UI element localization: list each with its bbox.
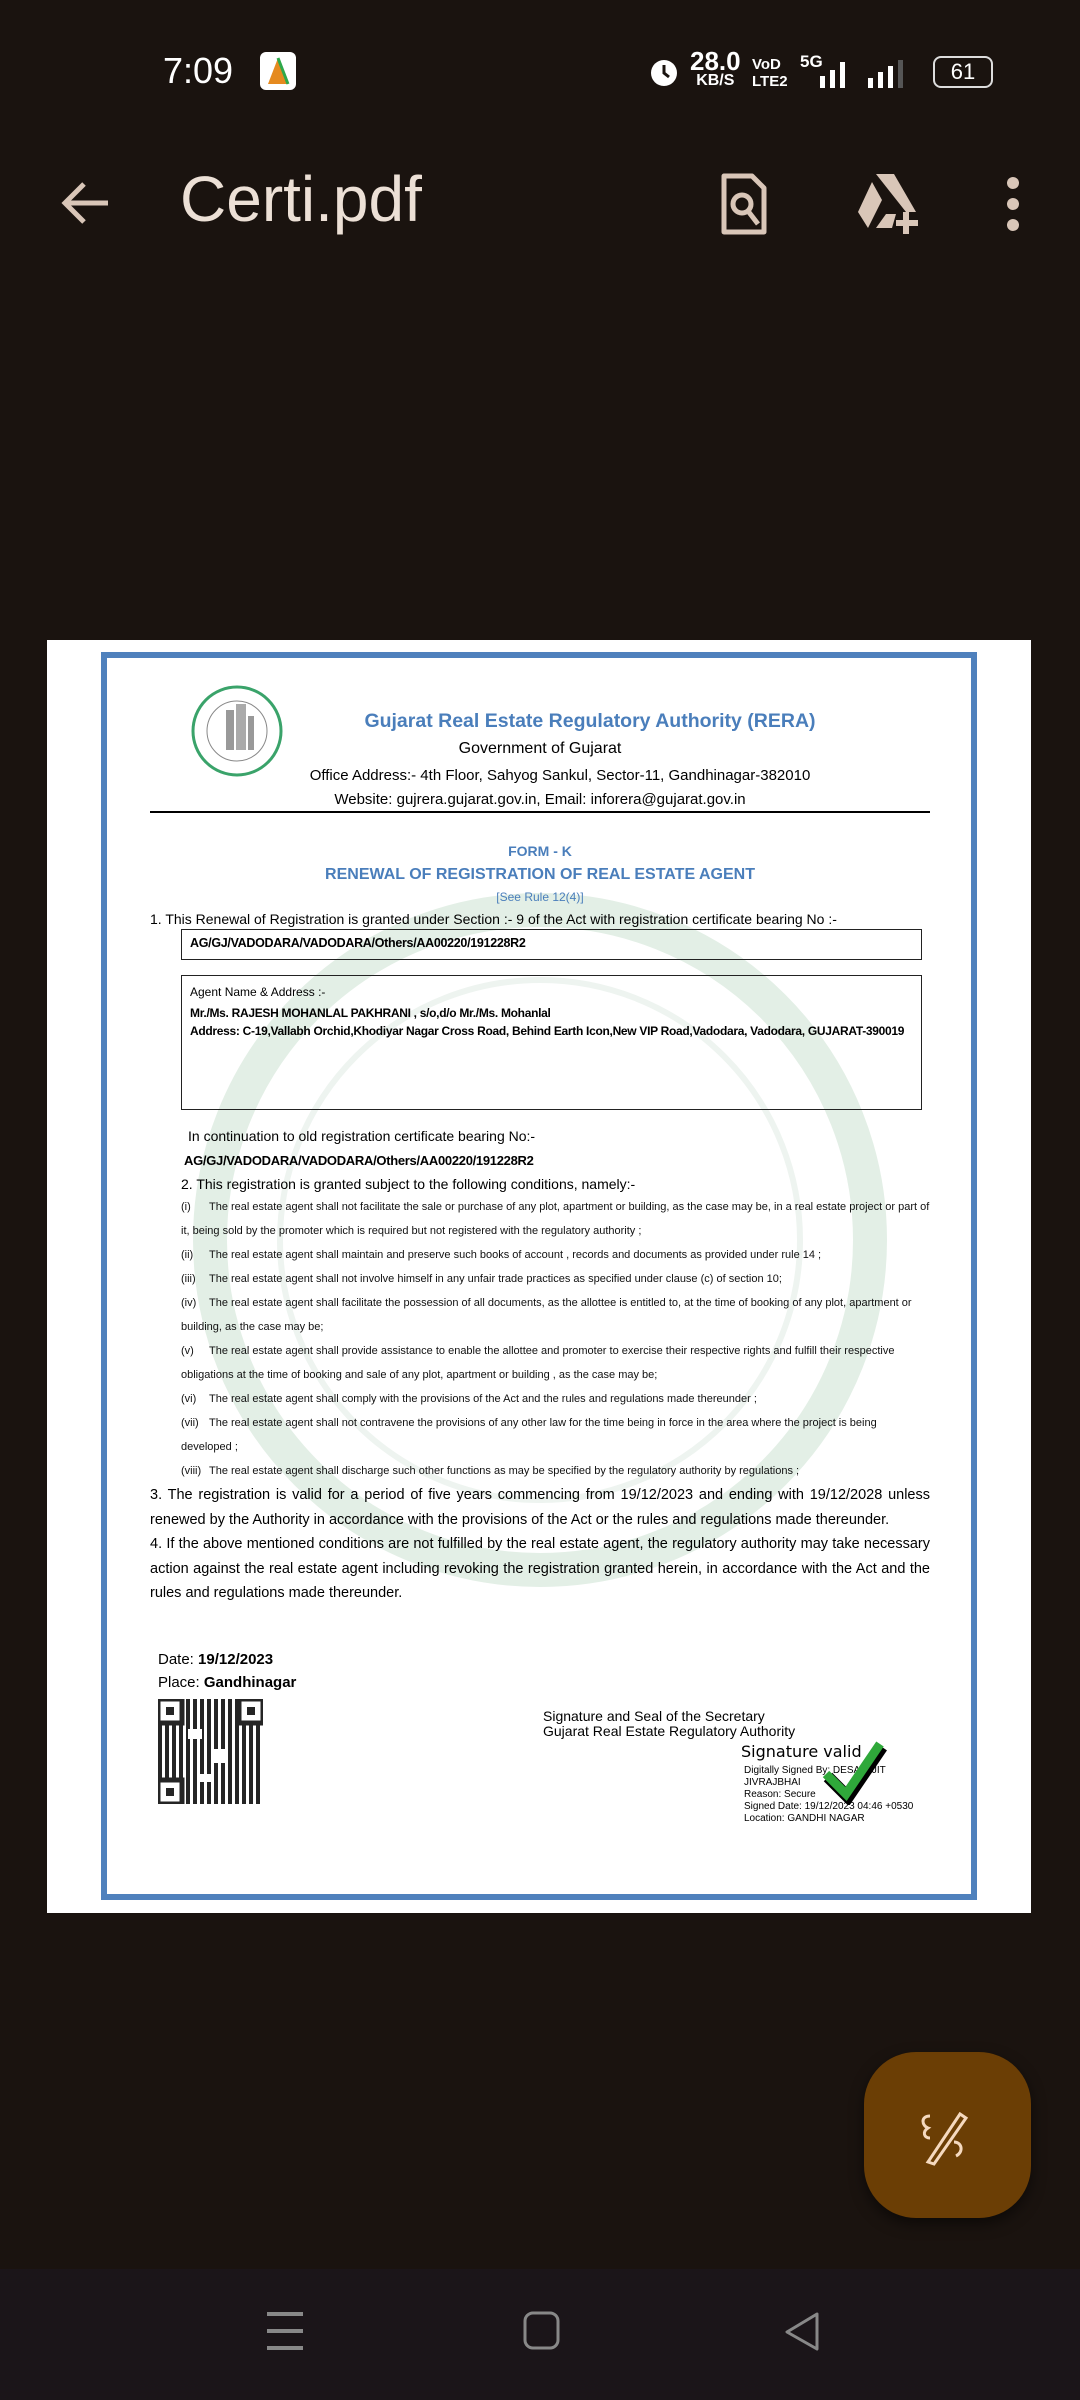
org-title: Gujarat Real Estate Regulatory Authority (RERA): [364, 710, 816, 732]
rule-reference: [See Rule 12(4)]: [496, 890, 584, 904]
agent-box: [181, 975, 922, 1110]
issue-place: Place: Gandhinagar: [158, 1673, 297, 1691]
agent-address: Address: C-19,Vallabh Orchid,Khodiyar Nagar Cross Road, Behind Earth Icon,New VIP Road,Vadodara, Vadodara, GUJARAT-390019: [190, 1024, 905, 1038]
reg-number: AG/GJ/VADODARA/VADODARA/Others/AA00220/191228R2: [190, 936, 526, 950]
net-speed-block: [690, 46, 741, 90]
reg-number-box: [181, 929, 922, 960]
find-in-file-button[interactable]: [718, 172, 770, 241]
condition-item: (vi) The real estate agent shall comply with the provisions of the Act and the rules and regulations made thereunder ;: [181, 1393, 757, 1405]
qr-code[interactable]: [158, 1699, 263, 1804]
alarm-icon: [648, 54, 680, 93]
save-to-drive-button[interactable]: [856, 172, 922, 241]
condition-item: (i) The real estate agent shall not facilitate the sale or purchase of any plot, apartment or building, as the case may be, in a real estate project or part of it, being sold by the promoter which is required but not registered with the regulatory authority ;: [181, 1201, 930, 1237]
old-reg-number: AG/GJ/VADODARA/VADODARA/Others/AA00220/191228R2: [184, 1153, 534, 1168]
certificate-footer: [150, 1651, 930, 1891]
net-unit: KB/S: [696, 72, 735, 89]
checkmark-icon: [820, 1739, 890, 1810]
issue-date: Date: 19/12/2023: [158, 1650, 274, 1668]
website-email: Website: gujrera.gujarat.gov.in, Email: inforera@gujarat.gov.in: [334, 791, 746, 808]
back-button[interactable]: [58, 178, 112, 233]
net-speed: 28.0: [690, 46, 741, 76]
gov-name: Government of Gujarat: [458, 740, 622, 757]
item-1: 1. This Renewal of Registration is granted under Section :- 9 of the Act with registration certificate bearing No :-: [150, 911, 837, 927]
lte-label: LTE2: [752, 73, 788, 90]
volte-block: [752, 56, 788, 90]
recents-button[interactable]: [265, 2311, 305, 2356]
more-options-button[interactable]: [1002, 176, 1024, 237]
signature-details: Digitally Signed By: DESAI AJIT JIVRAJBHAI Reason: Secure Signed Date: 19/12/2023 04:46 +0530 Location: GANDHI NAGAR: [744, 1764, 914, 1824]
condition-item: (iii) The real estate agent shall not involve himself in any unfair trade practices as specified under clause (c) of section 10;: [181, 1273, 782, 1285]
status-time: 7:09: [163, 50, 234, 91]
form-number: FORM - K: [508, 843, 572, 859]
network-type: 5G: [800, 52, 823, 71]
home-button[interactable]: [523, 2311, 561, 2356]
pen-icon: [916, 2108, 976, 2173]
office-address: Office Address:- 4th Floor, Sahyog Sankul, Sector-11, Gandhinagar-382010: [309, 767, 811, 784]
battery-icon: [933, 56, 993, 88]
document-title: Certi.pdf: [180, 163, 422, 235]
item-3: 3. The registration is valid for a period of five years commencing from 19/12/2023 and ending with 19/12/2028 unless renewed by the Authority in accordance with the provisions of the Act or the rules and regulations made thereunder.: [150, 1487, 930, 1528]
back-nav-button[interactable]: [782, 2311, 822, 2356]
certificate-body: [150, 1124, 930, 1891]
item-4: 4. If the above mentioned conditions are not fulfilled by the real estate agent, the regulatory authority may take necessary action against the real estate agent including revoking the registration granted herein, in accordance with the Act and the rules and regulations made thereunder.: [150, 1536, 930, 1601]
header-divider: [150, 811, 930, 813]
condition-item: (v) The real estate agent shall provide assistance to enable the allottee and promoter to exercise their respective rights and fulfill their respective obligations at the time of booking and sale of any plot, apartment or building , as the case may be;: [181, 1345, 895, 1381]
condition-item: (vii) The real estate agent shall not contravene the provisions of any other law for the time being in force in the area where the project is being developed ;: [181, 1417, 877, 1453]
volte-label: VoD: [752, 56, 781, 73]
item-2: 2. This registration is granted subject to the following conditions, namely:-: [181, 1176, 636, 1192]
signature-status[interactable]: Signature valid: [741, 1741, 862, 1761]
signal-icon: [818, 56, 918, 95]
condition-item: (ii) The real estate agent shall maintain and preserve such books of account , records and documents as provided under rule 14 ;: [181, 1249, 822, 1261]
agent-label: Agent Name & Address :-: [190, 985, 326, 999]
signature-caption: Signature and Seal of the Secretary Gujarat Real Estate Regulatory Authority: [543, 1707, 796, 1739]
system-nav-bar: [0, 2269, 1080, 2400]
condition-item: (iv) The real estate agent shall facilitate the possession of all documents, as the allottee is entitled to, at the time of booking of any plot, apartment or building, as the case may be;: [181, 1297, 912, 1333]
conditions-list: [181, 1195, 930, 1483]
app-notification-icon: [260, 52, 296, 90]
annotate-button[interactable]: [864, 2052, 1031, 2218]
agent-name: Mr./Ms. RAJESH MOHANLAL PAKHRANI , s/o,d/o Mr./Ms. Mohanlal: [190, 1006, 551, 1020]
certificate-heading: RENEWAL OF REGISTRATION OF REAL ESTATE AGENT: [325, 866, 755, 883]
battery-level: 61: [950, 59, 976, 84]
continuation-text: In continuation to old registration certificate bearing No:-: [188, 1128, 536, 1144]
condition-item: (viii) The real estate agent shall discharge such other functions as may be specified by the regulatory authority by regulations ;: [181, 1465, 800, 1477]
